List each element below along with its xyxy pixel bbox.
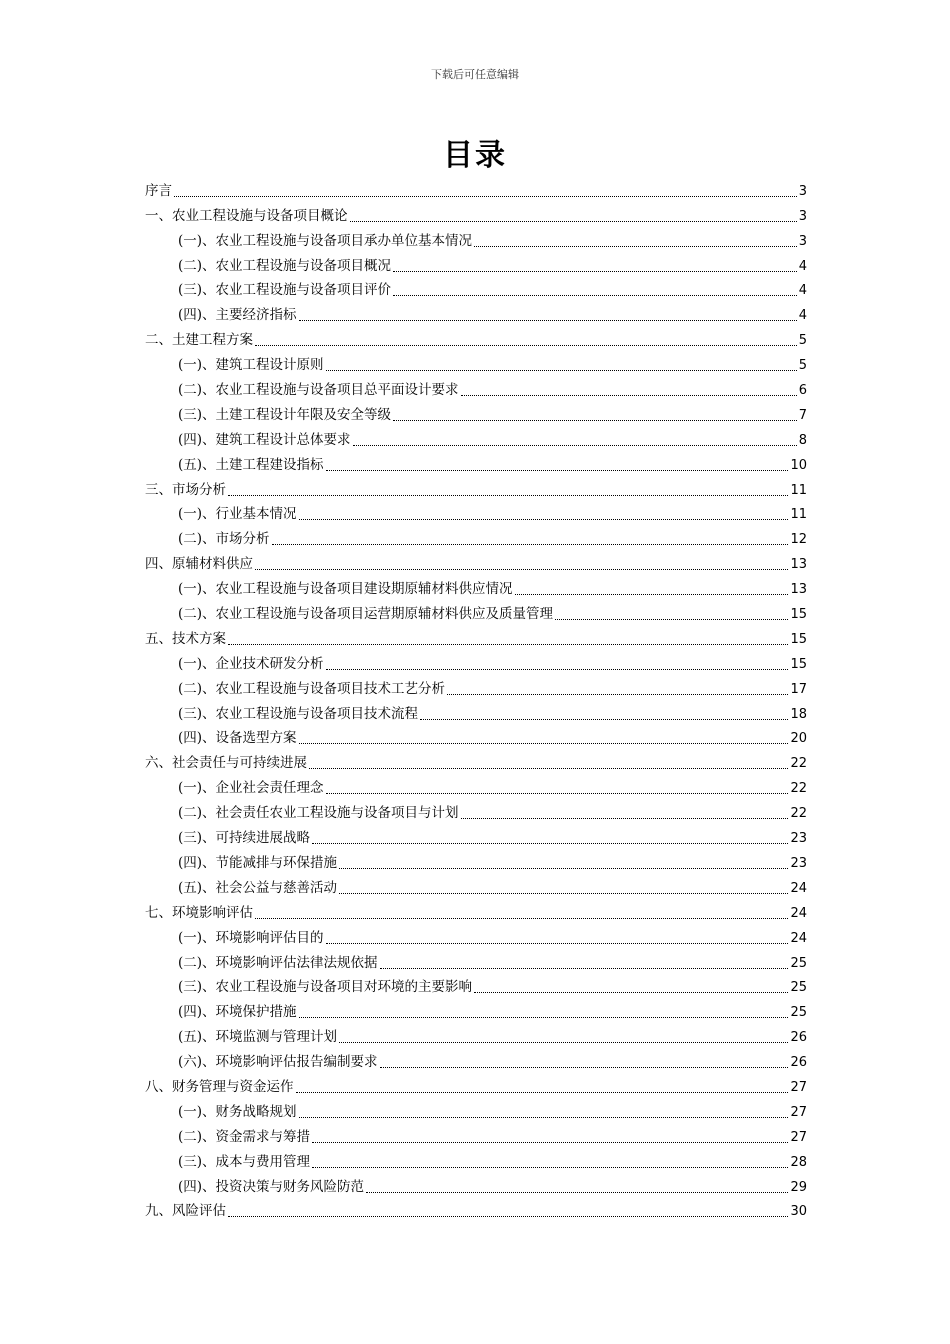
toc-entry-text: 四、原辅材料供应 <box>145 556 253 573</box>
toc-dot-leader <box>299 1017 789 1018</box>
toc-dot-leader <box>461 395 797 396</box>
toc-chapter-entry[interactable] <box>145 748 807 773</box>
toc-dot-leader <box>228 1216 788 1217</box>
toc-page-number: 27 <box>790 1104 807 1120</box>
toc-page-number: 3 <box>798 233 807 249</box>
toc-section-entry[interactable] <box>145 300 807 325</box>
toc-page-number: 24 <box>790 905 807 921</box>
toc-page-number: 27 <box>790 1129 807 1145</box>
toc-section-entry[interactable] <box>145 997 807 1022</box>
toc-dot-leader <box>309 768 788 769</box>
toc-page-number: 25 <box>790 1005 807 1021</box>
toc-chapter-entry[interactable] <box>145 549 807 574</box>
toc-page-number: 4 <box>798 283 807 299</box>
toc-page-number: 4 <box>798 258 807 274</box>
toc-section-entry[interactable] <box>145 500 807 525</box>
toc-dot-leader <box>393 271 797 272</box>
toc-entry-text: (二)、农业工程设施与设备项目概况 <box>178 257 392 274</box>
toc-entry-text: (一)、行业基本情况 <box>178 506 297 523</box>
toc-chapter-entry[interactable] <box>145 1197 807 1222</box>
toc-page-number: 7 <box>798 407 807 423</box>
toc-entry-text: (三)、土建工程设计年限及安全等级 <box>178 406 392 423</box>
toc-dot-leader <box>393 295 797 296</box>
toc-page-number: 3 <box>798 208 807 224</box>
toc-page-number: 15 <box>790 631 807 647</box>
toc-page-number: 20 <box>790 731 807 747</box>
toc-page-number: 5 <box>798 358 807 374</box>
toc-dot-leader <box>299 519 789 520</box>
toc-entry-text: (五)、社会公益与慈善活动 <box>178 879 338 896</box>
toc-section-entry[interactable] <box>145 649 807 674</box>
toc-section-entry[interactable] <box>145 948 807 973</box>
toc-entry-text: (三)、成本与费用管理 <box>178 1153 311 1170</box>
toc-page-number: 12 <box>790 532 807 548</box>
toc-dot-leader <box>326 943 789 944</box>
toc-section-entry[interactable] <box>145 699 807 724</box>
toc-page-number: 10 <box>790 457 807 473</box>
toc-dot-leader <box>380 1067 789 1068</box>
toc-entry-text: (二)、农业工程设施与设备项目总平面设计要求 <box>178 382 459 399</box>
toc-dot-leader <box>461 818 789 819</box>
toc-page-number: 26 <box>790 1030 807 1046</box>
toc-page-number: 24 <box>790 880 807 896</box>
toc-page-number: 26 <box>790 1055 807 1071</box>
toc-page-number: 18 <box>790 706 807 722</box>
toc-entry-text: (一)、财务战略规划 <box>178 1103 297 1120</box>
toc-section-entry[interactable] <box>145 823 807 848</box>
toc-section-entry[interactable] <box>145 1047 807 1072</box>
toc-dot-leader <box>228 495 788 496</box>
toc-section-entry[interactable] <box>145 798 807 823</box>
toc-dot-leader <box>296 1092 789 1093</box>
toc-section-entry[interactable] <box>145 1097 807 1122</box>
toc-section-entry[interactable] <box>145 425 807 450</box>
toc-page-number: 25 <box>790 955 807 971</box>
toc-entry-text: (二)、市场分析 <box>178 531 270 548</box>
toc-dot-leader <box>326 669 789 670</box>
toc-entry-text: (二)、农业工程设施与设备项目运营期原辅材料供应及质量管理 <box>178 606 554 623</box>
toc-section-entry[interactable] <box>145 923 807 948</box>
toc-entry-text: (六)、环境影响评估报告编制要求 <box>178 1054 378 1071</box>
toc-entry-text: (一)、建筑工程设计原则 <box>178 357 324 374</box>
toc-dot-leader <box>312 843 788 844</box>
toc-page-number: 23 <box>790 831 807 847</box>
toc-entry-text: (一)、企业社会责任理念 <box>178 780 324 797</box>
toc-entry-text: (一)、环境影响评估目的 <box>178 929 324 946</box>
toc-entry-text: 九、风险评估 <box>145 1203 226 1220</box>
toc-entry-text: 七、环境影响评估 <box>145 904 253 921</box>
toc-dot-leader <box>174 196 797 197</box>
toc-dot-leader <box>339 893 788 894</box>
toc-section-entry[interactable] <box>145 574 807 599</box>
toc-dot-leader <box>474 992 788 993</box>
toc-page-number: 15 <box>790 607 807 623</box>
toc-section-entry[interactable] <box>145 773 807 798</box>
toc-entry-text: (三)、农业工程设施与设备项目对环境的主要影响 <box>178 979 473 996</box>
toc-page-number: 23 <box>790 855 807 871</box>
toc-dot-leader <box>228 644 788 645</box>
toc-section-entry[interactable] <box>145 226 807 251</box>
toc-section-entry[interactable] <box>145 1147 807 1172</box>
toc-chapter-entry[interactable] <box>145 898 807 923</box>
toc-chapter-entry[interactable] <box>145 1072 807 1097</box>
toc-page-number: 29 <box>790 1179 807 1195</box>
toc-entry-text: (二)、社会责任农业工程设施与设备项目与计划 <box>178 805 459 822</box>
toc-page-number: 3 <box>798 183 807 199</box>
toc-page-number: 22 <box>790 806 807 822</box>
toc-dot-leader <box>339 868 788 869</box>
toc-dot-leader <box>515 594 789 595</box>
toc-entry-text: (四)、主要经济指标 <box>178 307 297 324</box>
toc-page-number: 15 <box>790 656 807 672</box>
toc-entry-text: (四)、节能减排与环保措施 <box>178 854 338 871</box>
toc-entry-text: (五)、土建工程建设指标 <box>178 456 324 473</box>
toc-section-entry[interactable] <box>145 375 807 400</box>
toc-page-number: 11 <box>790 482 807 498</box>
toc-page-number: 24 <box>790 930 807 946</box>
toc-page-number: 5 <box>798 333 807 349</box>
toc-entry-text: (二)、环境影响评估法律法规依据 <box>178 954 378 971</box>
toc-section-entry[interactable] <box>145 1172 807 1197</box>
toc-page-number: 13 <box>790 582 807 598</box>
toc-dot-leader <box>366 1192 788 1193</box>
toc-dot-leader <box>447 694 788 695</box>
toc-section-entry[interactable] <box>145 1122 807 1147</box>
toc-dot-leader <box>255 918 788 919</box>
toc-section-entry[interactable] <box>145 724 807 749</box>
toc-dot-leader <box>326 793 789 794</box>
toc-dot-leader <box>474 246 797 247</box>
toc-page-number: 30 <box>790 1204 807 1220</box>
header-note: 下载后可任意编辑 <box>431 68 519 81</box>
toc-dot-leader <box>380 968 789 969</box>
toc-section-entry[interactable] <box>145 1022 807 1047</box>
toc-chapter-entry[interactable] <box>145 176 807 201</box>
toc-dot-leader <box>312 1167 788 1168</box>
toc-entry-text: (三)、农业工程设施与设备项目评价 <box>178 282 392 299</box>
toc-entry-text: (四)、投资决策与财务风险防范 <box>178 1178 365 1195</box>
toc-entry-text: (四)、建筑工程设计总体要求 <box>178 431 351 448</box>
toc-dot-leader <box>255 345 797 346</box>
toc-dot-leader <box>272 544 789 545</box>
toc-entry-text: 五、技术方案 <box>145 630 226 647</box>
toc-entry-text: (四)、设备选型方案 <box>178 730 297 747</box>
toc-dot-leader <box>299 1117 789 1118</box>
toc-page-number: 17 <box>790 681 807 697</box>
toc-dot-leader <box>326 470 789 471</box>
toc-dot-leader <box>326 370 797 371</box>
toc-dot-leader <box>350 221 797 222</box>
toc-chapter-entry[interactable] <box>145 475 807 500</box>
page-title: 目录 <box>443 138 507 173</box>
toc-page-number: 25 <box>790 980 807 996</box>
toc-page-number: 27 <box>790 1079 807 1095</box>
toc-dot-leader <box>255 569 788 570</box>
toc-page-number: 22 <box>790 781 807 797</box>
toc-entry-text: 六、社会责任与可持续进展 <box>145 755 307 772</box>
toc-entry-text: (二)、农业工程设施与设备项目技术工艺分析 <box>178 680 446 697</box>
toc-section-entry[interactable] <box>145 350 807 375</box>
toc-dot-leader <box>420 719 788 720</box>
toc-section-entry[interactable] <box>145 251 807 276</box>
toc-dot-leader <box>299 743 789 744</box>
toc-section-entry[interactable] <box>145 276 807 301</box>
toc-entry-text: (三)、可持续进展战略 <box>178 830 311 847</box>
toc-dot-leader <box>339 1042 788 1043</box>
toc-section-entry[interactable] <box>145 450 807 475</box>
toc-chapter-entry[interactable] <box>145 624 807 649</box>
toc-page-number: 6 <box>798 383 807 399</box>
toc-section-entry[interactable] <box>145 848 807 873</box>
toc-page-number: 13 <box>790 557 807 573</box>
toc-entry-text: (五)、环境监测与管理计划 <box>178 1029 338 1046</box>
toc-entry-text: (一)、企业技术研发分析 <box>178 655 324 672</box>
toc-section-entry[interactable] <box>145 873 807 898</box>
toc-chapter-entry[interactable] <box>145 201 807 226</box>
table-of-contents <box>145 176 807 1221</box>
toc-entry-text: 序言 <box>145 182 172 199</box>
toc-dot-leader <box>393 420 797 421</box>
toc-page-number: 11 <box>790 507 807 523</box>
toc-entry-text: (三)、农业工程设施与设备项目技术流程 <box>178 705 419 722</box>
toc-section-entry[interactable] <box>145 400 807 425</box>
toc-page-number: 22 <box>790 756 807 772</box>
toc-entry-text: (二)、资金需求与筹措 <box>178 1128 311 1145</box>
toc-section-entry[interactable] <box>145 973 807 998</box>
toc-page-number: 28 <box>790 1154 807 1170</box>
toc-entry-text: 三、市场分析 <box>145 481 226 498</box>
toc-chapter-entry[interactable] <box>145 325 807 350</box>
toc-section-entry[interactable] <box>145 674 807 699</box>
toc-entry-text: (四)、环境保护措施 <box>178 1004 297 1021</box>
toc-entry-text: (一)、农业工程设施与设备项目建设期原辅材料供应情况 <box>178 581 513 598</box>
toc-dot-leader <box>555 619 788 620</box>
toc-entry-text: 一、农业工程设施与设备项目概论 <box>145 207 348 224</box>
toc-entry-text: 二、土建工程方案 <box>145 332 253 349</box>
toc-page-number: 8 <box>798 432 807 448</box>
toc-section-entry[interactable] <box>145 599 807 624</box>
toc-dot-leader <box>312 1142 788 1143</box>
toc-section-entry[interactable] <box>145 524 807 549</box>
toc-page-number: 4 <box>798 308 807 324</box>
toc-entry-text: (一)、农业工程设施与设备项目承办单位基本情况 <box>178 232 473 249</box>
toc-dot-leader <box>353 445 797 446</box>
toc-dot-leader <box>299 320 797 321</box>
toc-entry-text: 八、财务管理与资金运作 <box>145 1078 294 1095</box>
